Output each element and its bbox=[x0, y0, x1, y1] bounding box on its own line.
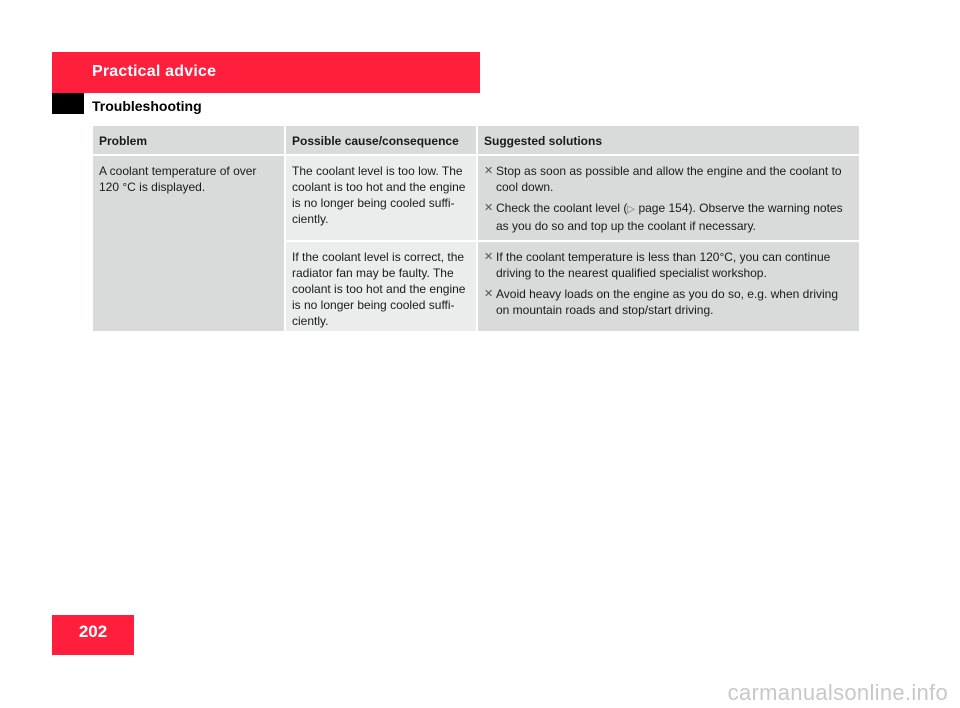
solution-text-pre: Check the coolant level ( bbox=[496, 201, 628, 215]
table-row bbox=[284, 156, 859, 240]
solution-text-ref: page 154). Observe the warning notes as you do so and top up the coolant if necessary. bbox=[496, 201, 843, 233]
arrow-x-icon: ✕ bbox=[484, 251, 494, 263]
column-header-problem: Problem bbox=[99, 134, 148, 148]
triangle-right-icon: ▷ bbox=[627, 204, 636, 215]
arrow-x-icon: ✕ bbox=[484, 288, 494, 300]
troubleshooting-table bbox=[93, 126, 859, 331]
section-marker bbox=[52, 93, 84, 114]
section-title: Practical advice bbox=[92, 63, 217, 80]
cause-cell: The coolant level is too low. The coolant is too hot and the engine is no longer being cooled suffi-ciently. bbox=[284, 156, 476, 240]
solution-item bbox=[484, 200, 853, 234]
solution-item bbox=[484, 163, 853, 195]
solution-text: Stop as soon as possible and allow the engine and the coolant to cool down. bbox=[496, 164, 842, 194]
arrow-x-icon: ✕ bbox=[484, 165, 494, 177]
solution-text bbox=[496, 200, 853, 234]
solution-text: Avoid heavy loads on the engine as you do so, e.g. when driving on mountain roads and stop/start driving. bbox=[496, 287, 839, 317]
cause-rows bbox=[284, 156, 859, 331]
table-row bbox=[284, 240, 859, 331]
column-header-solutions: Suggested solutions bbox=[476, 126, 859, 154]
table-header bbox=[93, 126, 859, 156]
page-number: 202 bbox=[78, 622, 108, 641]
watermark: carmanualsonline.info bbox=[727, 680, 948, 705]
solution-item bbox=[484, 249, 853, 281]
solution-item bbox=[484, 286, 853, 318]
cause-cell: If the coolant level is correct, the radiator fan may be faulty. The coolant is too hot and the engine is no longer being cooled suffi-ciently. bbox=[284, 242, 476, 331]
solution-text: If the coolant temperature is less than 120°C, you can continue driving to the nearest qualified specialist workshop. bbox=[496, 250, 831, 280]
table-body bbox=[93, 156, 859, 331]
arrow-x-icon: ✕ bbox=[484, 202, 494, 214]
problem-cell: A coolant temperature of over 120 °C is displayed. bbox=[93, 156, 284, 331]
page-subtitle: Troubleshooting bbox=[92, 98, 202, 114]
column-header-cause: Possible cause/consequence bbox=[284, 126, 476, 154]
solutions-cell bbox=[476, 242, 859, 331]
solutions-cell bbox=[476, 156, 859, 240]
